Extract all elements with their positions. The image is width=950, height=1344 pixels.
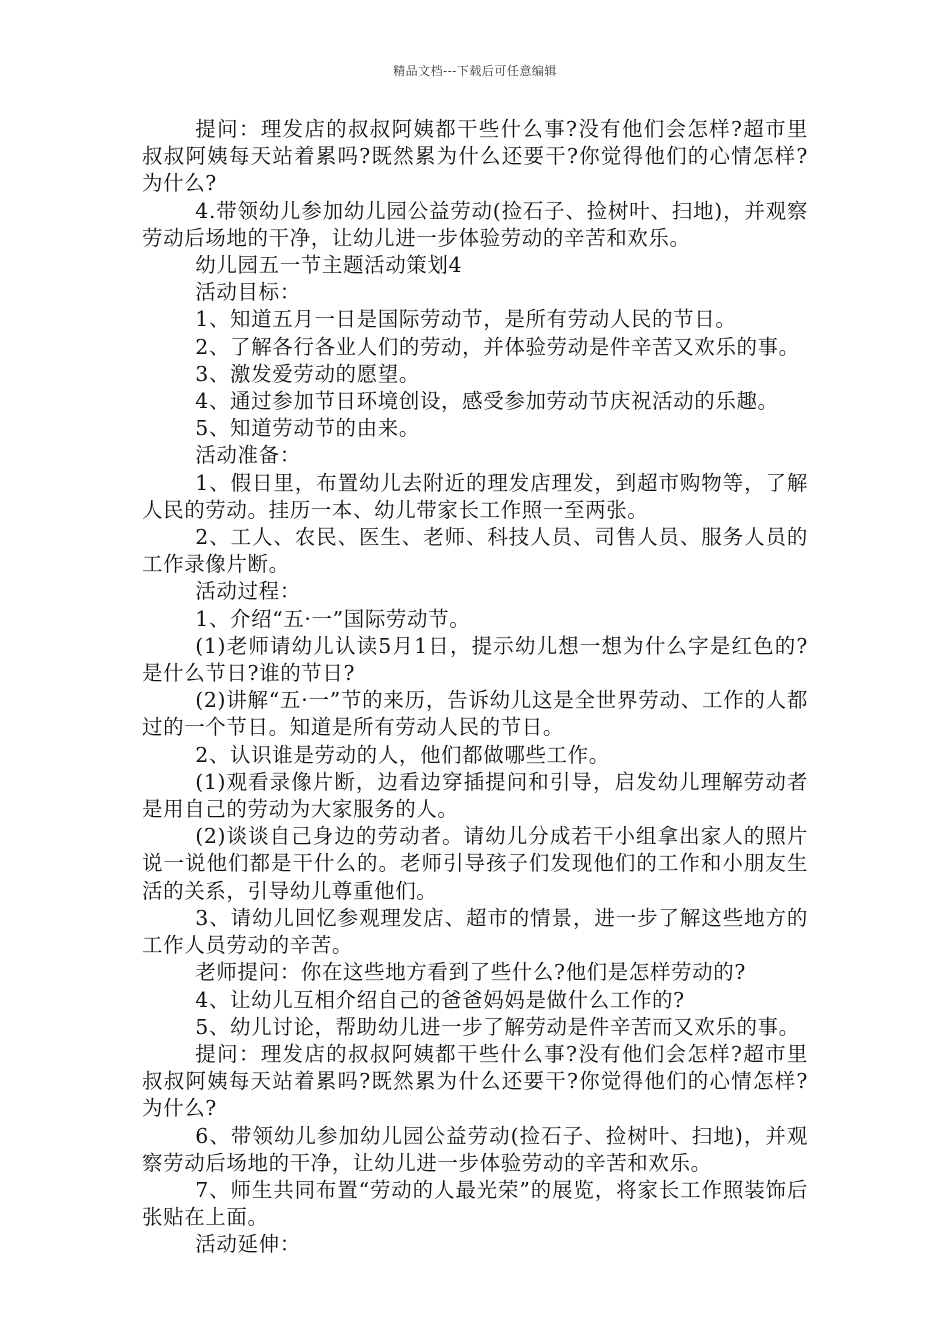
- heading-extension: 活动延伸：: [195, 1232, 301, 1257]
- process-subitem: (1)观看录像片断，边看边穿插提问和引导，启发幼儿理解劳动者是用自己的劳动为大家服务的人。: [142, 769, 808, 822]
- paragraph-step-4: 4.带领幼儿参加幼儿园公益劳动(捡石子、捡树叶、扫地)，并观察劳动后场地的干净，让幼儿进一步体验劳动的辛苦和欢乐。: [142, 198, 808, 250]
- goal-item: 1、知道五月一日是国际劳动节，是所有劳动人民的节日。: [195, 307, 737, 332]
- goal-item: 4、通过参加节日环境创设，感受参加劳动节庆祝活动的乐趣。: [195, 389, 779, 414]
- goal-item: 3、激发爱劳动的愿望。: [195, 361, 420, 386]
- preparation-item: 1、假日里，布置幼儿去附近的理发店理发，到超市购物等，了解人民的劳动。挂历一本、幼儿带家长工作照一至两张。: [142, 470, 808, 522]
- paragraph-question-1: 提问：理发店的叔叔阿姨都干些什么事?没有他们会怎样?超市里叔叔阿姨每天站着累吗?既然累为什么还要干?你觉得他们的心情怎样?为什么?: [142, 117, 808, 196]
- heading-goals: 活动目标：: [195, 280, 301, 305]
- section-title: 幼儿园五一节主题活动策划4: [195, 253, 463, 278]
- process-subitem: (2)讲解“五·一”节的来历，告诉幼儿这是全世界劳动、工作的人都过的一个节日。知道是所有劳动人民的节日。: [142, 688, 808, 740]
- process-item: 5、幼儿讨论，帮助幼儿进一步了解劳动是件辛苦而又欢乐的事。: [195, 1014, 800, 1039]
- process-item: 4、让幼儿互相介绍自己的爸爸妈妈是做什么工作的?: [195, 987, 685, 1012]
- process-item: 3、请幼儿回忆参观理发店、超市的情景，进一步了解这些地方的工作人员劳动的辛苦。: [142, 905, 808, 958]
- preparation-item: 2、工人、农民、医生、老师、科技人员、司售人员、服务人员的工作录像片断。: [142, 525, 808, 577]
- page-header: 精品文档---下载后可任意编辑: [393, 64, 557, 78]
- process-item: 2、认识谁是劳动的人，他们都做哪些工作。: [195, 742, 610, 767]
- document-body: [142, 116, 808, 1259]
- heading-process: 活动过程：: [195, 579, 301, 604]
- goal-item: 5、知道劳动节的由来。: [195, 416, 420, 441]
- heading-preparation: 活动准备：: [195, 443, 301, 468]
- process-item: 1、介绍“五·一”国际劳动节。: [195, 606, 471, 631]
- paragraph-question-2: 提问：理发店的叔叔阿姨都干些什么事?没有他们会怎样?超市里叔叔阿姨每天站着累吗?既然累为什么还要干?你觉得他们的心情怎样?为什么?: [142, 1041, 808, 1121]
- process-item: 7、师生共同布置“劳动的人最光荣”的展览，将家长工作照装饰后张贴在上面。: [142, 1177, 808, 1230]
- process-subitem: (2)谈谈自己身边的劳动者。请幼儿分成若干小组拿出家人的照片说一说他们都是干什么的。老师引导孩子们发现他们的工作和小朋友生活的关系，引导幼儿尊重他们。: [142, 824, 808, 903]
- goal-item: 2、了解各行各业人们的劳动，并体验劳动是件辛苦又欢乐的事。: [195, 334, 800, 359]
- teacher-question: 老师提问：你在这些地方看到了些什么?他们是怎样劳动的?: [195, 960, 746, 985]
- process-item: 6、带领幼儿参加幼儿园公益劳动(捡石子、捡树叶、扫地)，并观察劳动后场地的干净，让幼儿进一步体验劳动的辛苦和欢乐。: [142, 1123, 808, 1175]
- process-subitem: (1)老师请幼儿认读5月1日，提示幼儿想一想为什么字是红色的?是什么节日?谁的节日?: [142, 633, 808, 686]
